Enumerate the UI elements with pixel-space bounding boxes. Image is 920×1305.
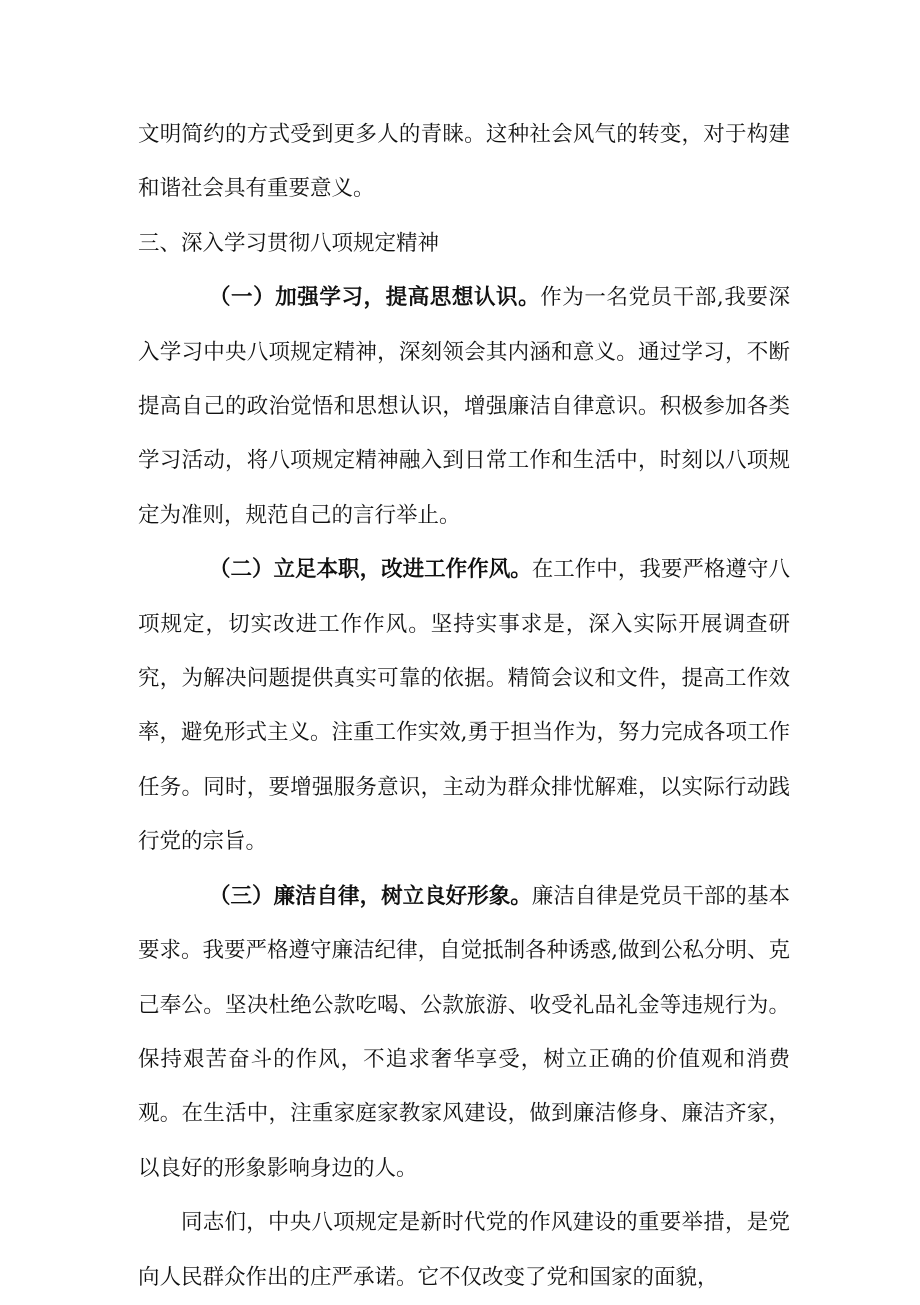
subsection-lead: （一）加强学习，提高思想认识。	[208, 285, 541, 311]
section-heading	[138, 217, 790, 271]
paragraph-text: 在工作中，我要严格遵守八项规定，切实改进工作作风。坚持实事求是，深入实际开展调查研究，为解决问题提供真实可靠的依据。精简会议和文件，提高工作效率，避免形式主义。注重工作实效,勇于担当作为，努力完成各项工作任务。同时，要增强服务意识，主动为群众排忧解难，以实际行动践行党的宗旨。	[138, 557, 790, 855]
subsection-paragraph-3	[138, 870, 790, 1196]
document-body	[138, 108, 790, 1305]
subsection-paragraph-1	[138, 271, 790, 543]
subsection-paragraph-2	[138, 543, 790, 869]
section-heading-text: 三、深入学习贯彻八项规定精神	[138, 230, 440, 256]
subsection-lead: （三）廉洁自律，树立良好形象。	[208, 883, 532, 909]
body-paragraph	[138, 1196, 790, 1305]
paragraph-continuation	[138, 108, 790, 217]
subsection-lead: （二）立足本职，改进工作作风。	[208, 557, 532, 583]
paragraph-text: 廉洁自律是党员干部的基本要求。我要严格遵守廉洁纪律，自觉抵制各种诱惑,做到公私分明、克己奉公。坚决杜绝公款吃喝、公款旅游、收受礼品礼金等违规行为。保持艰苦奋斗的作风，不追求奢华享受，树立正确的价值观和消费观。在生活中，注重家庭家教家风建设，做到廉洁修身、廉洁齐家，以良好的形象影响身边的人。	[138, 883, 790, 1181]
paragraph-text: 文明简约的方式受到更多人的青睐。这种社会风气的转变，对于构建和谐社会具有重要意义。	[138, 122, 790, 202]
paragraph-text: 作为一名党员干部,我要深入学习中央八项规定精神，深刻领会其内涵和意义。通过学习，不断提高自己的政治觉悟和思想认识，增强廉洁自律意识。积极参加各类学习活动，将八项规定精神融入到日常工作和生活中，时刻以八项规定为准则，规范自己的言行举止。	[138, 285, 790, 528]
paragraph-text: 同志们，中央八项规定是新时代党的作风建设的重要举措，是党向人民群众作出的庄严承诺。它不仅改变了党和国家的面貌，	[138, 1210, 790, 1290]
